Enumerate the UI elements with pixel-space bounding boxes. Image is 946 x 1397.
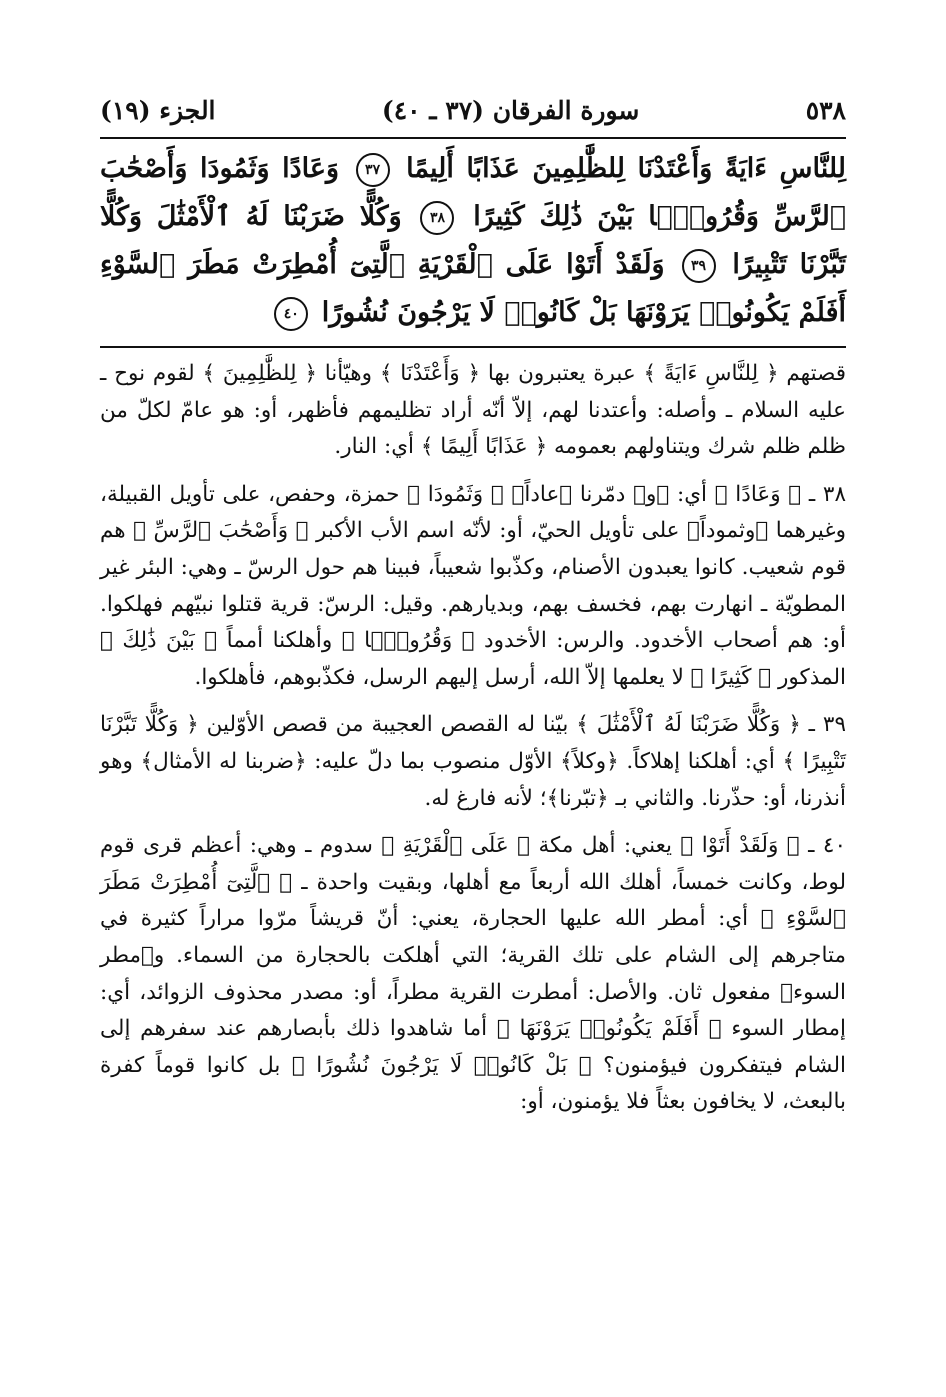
tafsir-commentary — [100, 356, 846, 1336]
verse-number-marker: ٤٠ — [274, 297, 308, 331]
surah-title: سورة الفرقان (٣٧ ـ ٤٠) — [381, 95, 640, 125]
commentary-paragraph: ٤٠ ـ ﴿ وَلَقَدْ أَتَوْا ﴾ يعني: أهل مكة ﴿ عَلَى ٱلْقَرْيَةِ ﴾ سدوم ـ وهي: أعظم قرى قوم لوط، وكانت خمساً، أهلك الله أربعاً مع أهلها، وبقيت واحدة ـ ﴿ ٱلَّتِىٓ أُمْطِرَتْ مَطَرَ ٱلسَّوْءِ ﴾ أي: أمطر الله عليها الحجارة، يعني: أنّ قريشاً مرّوا مراراً كثيرة في متاجرهم إلى الشام على تلك القرية؛ التي أهلكت بالحجارة من السماء. و﴿مطر السوء﴾ مفعول ثان. والأصل: أمطرت القرية مطراً، أو: مصدر محذوف الزوائد، أي: إمطار السوء ﴿ أَفَلَمْ يَكُونُوا۟ يَرَوْنَهَا ﴾ أما شاهدوا ذلك بأبصارهم عند سفرهم إلى الشام فيتفكرون فيؤمنون؟ ﴿ بَلْ كَانُوا۟ لَا يَرْجُونَ نُشُورًا ﴾ بل كانوا قوماً كفرة بالبعث، لا يخافون بعثاً فلا يؤمنون، أو: — [100, 833, 846, 1115]
commentary-paragraph: قصتهم ﴿ لِلنَّاسِ ءَايَةً ﴾ عبرة يعتبرون بها ﴿ وَأَعْتَدْنَا ﴾ وهيّأنا ﴿ لِلظَّٰلِمِينَ ﴾ لقوم نوح ـ عليه السلام ـ وأصله: وأعتدنا لهم، إلاّ أنّه أراد تظليمهم فأظهر، أو: هو عامّ لكلّ من ظلم ظلم شرك ويتناولهم بعمومه ﴿ عَذَابًا أَلِيمًا ﴾ أي: النار. — [100, 361, 846, 460]
verse-number-marker: ٣٩ — [682, 249, 716, 283]
verse-text: وَلَقَدْ أَتَوْا عَلَى ٱلْقَرْيَةِ ٱلَّتِىٓ أُمْطِرَتْ مَطَرَ ٱلسَّوْءِ أَفَلَمْ يَكُونُوا۟ يَرَوْنَهَا بَلْ كَانُوا۟ لَا يَرْجُونَ نُشُورًا — [100, 249, 846, 328]
juz-label: الجزء (١٩) — [100, 95, 216, 125]
commentary-paragraph: ٣٩ ـ ﴿ وَكُلًّا ضَرَبْنَا لَهُ ٱلْأَمْثَٰلَ ﴾ بيّنا له القصص العجيبة من قصص الأوّلين ﴿ وَكُلًّا تَبَّرْنَا تَتْبِيرًا ﴾ أي: أهلكنا إهلاكاً. ﴿وكلاً﴾ الأوّل منصوب بما دلّ عليه: ﴿ضربنا له الأمثال﴾ وهو أنذرنا، أو: حذّرنا. والثاني بـ ﴿تبّرنا﴾؛ لأنه فارغ له. — [100, 712, 846, 811]
verse-text: وَعَادًا وَثَمُودَا وَأَصْحَٰبَ ٱلرَّسِّ وَقُرُونَۢا بَيْنَ ذَٰلِكَ كَثِيرًا — [100, 153, 847, 232]
commentary-paragraph: ٣٨ ـ ﴿ وَعَادًا ﴾ أي: ﴿و﴾ دمّرنا ﴿عاداً﴾ ﴿ وَثَمُودَا ﴾ حمزة، وحفص، على تأويل القبيلة، وغيرهما ﴿وثموداً﴾ على تأويل الحيّ، أو: لأنّه اسم الأب الأكبر ﴿ وَأَصْحَٰبَ ٱلرَّسِّ ﴾ هم قوم شعيب. كانوا يعبدون الأصنام، وكذّبوا شعيباً، فبينا هم حول الرسّ ـ وهي: البئر غير المطويّة ـ انهارت بهم، فخسف بهم، وبديارهم. وقيل: الرسّ: قرية قتلوا نبيّهم فهلكوا. أو: هم أصحاب الأخدود. والرس: الأخدود ﴿ وَقُرُونَۢا ﴾ وأهلكنا أمماً ﴿ بَيْنَ ذَٰلِكَ ﴾ المذكور ﴿ كَثِيرًا ﴾ لا يعلمها إلاّ الله، أرسل إليهم الرسل، فكذّبوهم، فأهلكوا. — [100, 481, 846, 690]
header-divider — [100, 137, 846, 139]
quran-verses — [100, 145, 846, 341]
verse-number-marker: ٣٧ — [356, 153, 390, 187]
verse-number-marker: ٣٨ — [420, 201, 454, 235]
page-header — [100, 88, 846, 132]
page-number: ٥٣٨ — [805, 95, 846, 125]
verses-divider — [100, 346, 846, 348]
verse-text: وَكُلًّا ضَرَبْنَا لَهُ ٱلْأَمْثَٰلَ وَكُلًّا تَبَّرْنَا تَتْبِيرًا — [100, 201, 846, 280]
verse-text: لِلنَّاسِ ءَايَةً وَأَعْتَدْنَا لِلظَّٰلِمِينَ عَذَابًا أَلِيمًا — [406, 153, 847, 184]
